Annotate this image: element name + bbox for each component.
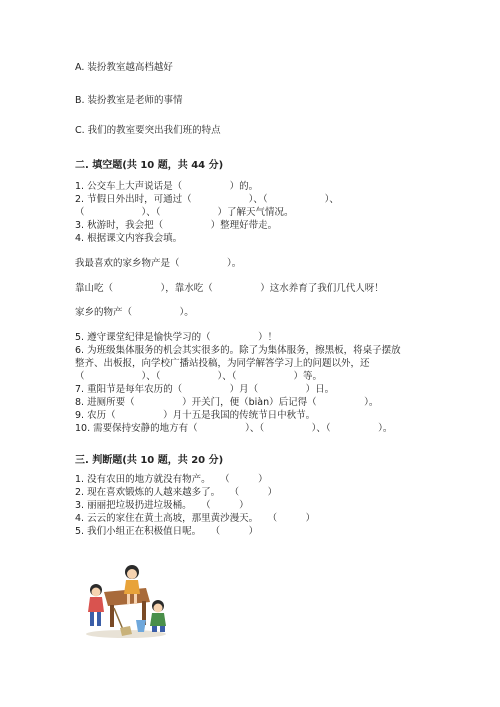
judgment-line: 5. 我们小组正在积极值日呢。 （ ）	[75, 526, 259, 537]
judgment-line: 2. 现在喜欢锻炼的人越来越多了。 （ ）	[75, 487, 278, 498]
option-a: A. 装扮教室越高档越好	[75, 62, 173, 73]
question-line: 5. 遵守课堂纪律是愉快学习的（ ）！	[75, 332, 278, 343]
question-line: （ ）、（ ）、（ ）等。	[75, 371, 323, 382]
question-line: 10. 需要保持安静的地方有（ ）、（ ）、（ ）。	[75, 423, 393, 434]
question-line: （ ）、（ ）了解天气情况。	[75, 207, 294, 218]
section-heading-fill-in: 二. 填空题(共 10 题，共 44 分)	[75, 160, 224, 171]
option-b: B. 装扮教室是老师的事情	[75, 95, 183, 106]
question-line: 我最喜欢的家乡物产是（ ）。	[75, 258, 242, 269]
children-cleaning-illustration	[74, 562, 174, 640]
question-line: 6. 为班级集体服务的机会其实很多的。除了为集体服务，擦黑板，将桌子摆放	[75, 345, 401, 356]
judgment-line: 3. 丽丽把垃圾扔进垃圾桶。 （ ）	[75, 500, 249, 511]
option-c: C. 我们的教室要突出我们班的特点	[75, 125, 221, 136]
question-line: 4. 根据课文内容我会填。	[75, 233, 183, 244]
question-line: 1. 公交车上大声说话是（ ）的。	[75, 181, 259, 192]
question-line: 2. 节假日外出时，可通过（ ）、（ ）、	[75, 194, 339, 205]
question-line: 靠山吃（ ），靠水吃（ ）这水养育了我们几代人呀！	[75, 283, 384, 294]
question-line: 整齐、出板报，向学校广播站投稿，为同学解答学习上的问题以外，还	[75, 358, 370, 369]
judgment-line: 1. 没有农田的地方就没有物产。 （ ）	[75, 474, 268, 485]
question-line: 8. 进厕所要（ ）开关门，便（biàn）后记得（ ）。	[75, 397, 379, 408]
section-heading-true-false: 三. 判断题(共 10 题，共 20 分)	[75, 455, 224, 466]
question-line: 7. 重阳节是每年农历的（ ）月（ ）日。	[75, 384, 335, 395]
judgment-line: 4. 云云的家住在黄土高坡，那里黄沙漫天。 （ ）	[75, 513, 316, 524]
question-line: 9. 农历（ ）月十五是我国的传统节日中秋节。	[75, 410, 316, 421]
question-line: 3. 秋游时，我会把（ ）整理好带走。	[75, 220, 278, 231]
question-line: 家乡的物产（ ）。	[75, 307, 194, 318]
